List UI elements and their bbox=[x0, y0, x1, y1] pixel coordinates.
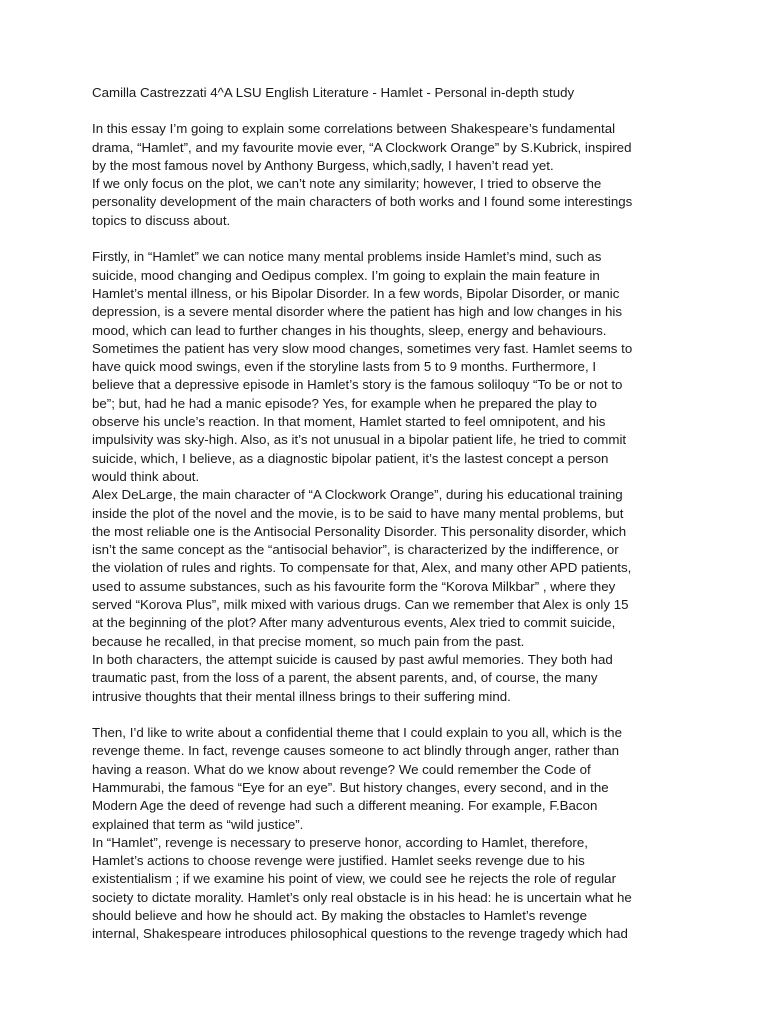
text-line: depression, is a severe mental disorder where the patient has high and low changes in his bbox=[92, 304, 622, 320]
text-line: existentialism ; if we examine his point of view, we could see he rejects the role of regular bbox=[92, 871, 617, 887]
text-line: Hamlet’s mental illness, or his Bipolar Disorder. In a few words, Bipolar Disorder, or manic bbox=[92, 285, 620, 301]
paragraph-gap bbox=[92, 706, 692, 724]
text-line: Firstly, in “Hamlet” we can notice many mental problems inside Hamlet’s mind, such as bbox=[92, 249, 602, 265]
text-line: If we only focus on the plot, we can’t note any similarity; however, I tried to observe the bbox=[92, 176, 602, 192]
text-line: isn’t the same concept as the “antisocial behavior”, is characterized by the indifference, or bbox=[92, 542, 619, 558]
text-line: suicide, mood changing and Oedipus complex. I’m going to explain the main feature in bbox=[92, 267, 600, 283]
text-line: Hammurabi, the famous “Eye for an eye”. But history changes, every second, and in the bbox=[92, 779, 609, 795]
paragraph bbox=[92, 248, 692, 705]
text-line: In both characters, the attempt suicide is caused by past awful memories. They both had bbox=[92, 651, 613, 667]
text-line: by the most famous novel by Anthony Burgess, which,sadly, I haven’t read yet. bbox=[92, 157, 554, 173]
text-line: drama, “Hamlet”, and my favourite movie ever, “A Clockwork Orange” by S.Kubrick, inspired bbox=[92, 139, 632, 155]
text-line: traumatic past, from the loss of a parent, the absent parents, and, of course, the many bbox=[92, 670, 598, 686]
text-line: because he recalled, in that precise moment, so much pain from the past. bbox=[92, 633, 525, 649]
text-line: personality development of the main characters of both works and I found some interestings bbox=[92, 194, 633, 210]
text-line: explained that term as “wild justice”. bbox=[92, 816, 304, 832]
text-line: internal, Shakespeare introduces philosophical questions to the revenge tragedy which had bbox=[92, 926, 628, 942]
text-line: Then, I’d like to write about a confidential theme that I could explain to you all, which is the bbox=[92, 725, 622, 741]
text-line: served “Korova Plus”, milk mixed with various drugs. Can we remember that Alex is only 15 bbox=[92, 597, 629, 613]
text-line: having a reason. What do we know about revenge? We could remember the Code of bbox=[92, 761, 591, 777]
text-line: should believe and how he should act. By making the obstacles to Hamlet’s revenge bbox=[92, 908, 587, 924]
text-line: In “Hamlet”, revenge is necessary to preserve honor, according to Hamlet, therefore, bbox=[92, 834, 588, 850]
text-line: suicide, which, I believe, as a diagnostic bipolar patient, it’s the lastest concept a person bbox=[92, 450, 609, 466]
paragraph-gap bbox=[92, 230, 692, 248]
text-line: Alex DeLarge, the main character of “A Clockwork Orange”, during his educational training bbox=[92, 487, 623, 503]
text-line: have quick mood swings, even if the storyline lasts from 5 to 9 months. Furthermore, I bbox=[92, 359, 597, 375]
document-title: Camilla Castrezzati 4^A LSU English Literature - Hamlet - Personal in-depth study bbox=[92, 85, 575, 100]
text-line: the most reliable one is the Antisocial Personality Disorder. This personality disorder, which bbox=[92, 523, 627, 539]
text-line: be”; but, had he had a manic episode? Yes, for example when he prepared the play to bbox=[92, 395, 597, 411]
text-line: mood, which can lead to further changes in his thoughts, sleep, energy and behaviours. bbox=[92, 322, 607, 338]
text-line: In this essay I’m going to explain some correlations between Shakespeare’s fundamental bbox=[92, 121, 616, 137]
text-line: at the beginning of the plot? After many adventurous events, Alex tried to commit suicide, bbox=[92, 615, 616, 631]
text-line: society to dictate morality. Hamlet’s only real obstacle is in his head: he is uncertain what he bbox=[92, 889, 632, 905]
text-line: impulsivity was sky-high. Also, as it’s not unusual in a bipolar patient life, he tried to commit bbox=[92, 432, 627, 448]
text-line: believe that a depressive episode in Hamlet’s story is the famous soliloquy “To be or not to bbox=[92, 377, 623, 393]
document-body bbox=[92, 120, 692, 943]
text-line: revenge theme. In fact, revenge causes someone to act blindly through anger, rather than bbox=[92, 743, 620, 759]
paragraph bbox=[92, 120, 692, 230]
text-line: used to assume substances, such as his favourite form the “Korova Milkbar” , where they bbox=[92, 578, 616, 594]
text-line: Modern Age the deed of revenge had such a different meaning. For example, F.Bacon bbox=[92, 798, 598, 814]
text-line: intrusive thoughts that their mental illness brings to their suffering mind. bbox=[92, 688, 511, 704]
text-line: Sometimes the patient has very slow mood changes, sometimes very fast. Hamlet seems to bbox=[92, 340, 633, 356]
text-line: would think about. bbox=[92, 468, 200, 484]
text-line: the violation of rules and rights. To compensate for that, Alex, and many other APD patients, bbox=[92, 560, 632, 576]
text-line: observe his uncle’s reaction. In that moment, Hamlet started to feel omnipotent, and his bbox=[92, 414, 606, 430]
text-line: Hamlet’s actions to choose revenge were justified. Hamlet seeks revenge due to his bbox=[92, 853, 585, 869]
text-line: topics to discuss about. bbox=[92, 212, 231, 228]
text-line: inside the plot of the novel and the movie, is to be said to have many mental problems, but bbox=[92, 505, 624, 521]
paragraph bbox=[92, 724, 692, 944]
document-page bbox=[92, 84, 692, 944]
